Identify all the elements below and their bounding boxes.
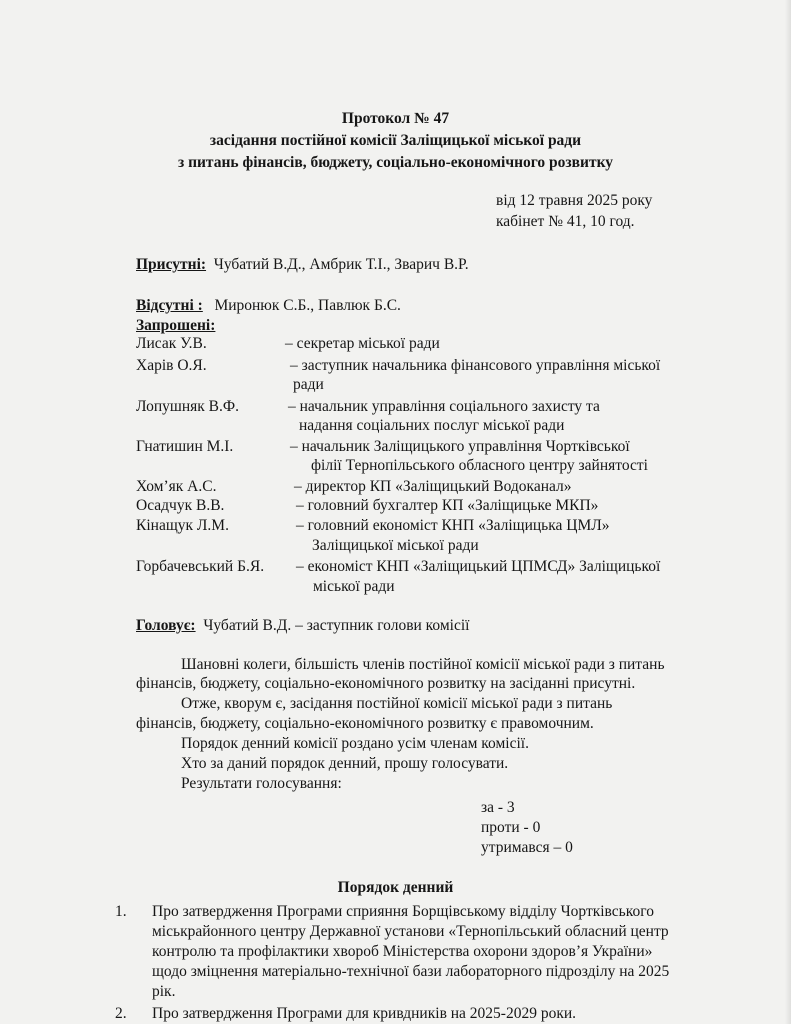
invited-role: – секретар міської ради [285, 335, 440, 352]
chair-text: Чубатий В.Д. – заступник голови комісії [203, 617, 470, 634]
invited-role: – головний економіст КНП «Заліщицька ЦМЛ» [296, 517, 610, 534]
invited-name: Осадчук В.В. [136, 497, 225, 514]
quorum-paragraph-1: Шановні колеги, більшість членів постійної комісії міської ради з питань [181, 656, 665, 673]
invited-name: Гнатишин М.І. [136, 438, 234, 455]
vote-abstained: утримався – 0 [481, 839, 573, 856]
protocol-subtitle-1: засідання постійної комісії Заліщицької міської ради [209, 132, 582, 149]
invited-role: – начальник управління соціального захисту та [288, 398, 600, 415]
invited-role: – директор КП «Заліщицький Водоканал» [294, 478, 572, 495]
agenda-item-line: Про затвердження Програми для кривдників на 2025-2029 роки. [152, 1005, 577, 1022]
agenda-distributed: Порядок денний комісії роздано усім членам комісії. [181, 735, 529, 752]
agenda-item-line: рік. [152, 983, 176, 1000]
protocol-subtitle-2: з питань фінансів, бюджету, соціально-економічного розвитку [177, 154, 614, 171]
absent-line [136, 296, 401, 315]
vote-results-label: Результати голосування: [181, 775, 342, 792]
invited-role: – економіст КНП «Заліщицький ЦПМСД» Заліщицької [296, 558, 661, 575]
vote-call: Хто за даний порядок денний, прошу голосувати. [181, 755, 509, 772]
invited-name: Харів О.Я. [136, 357, 207, 374]
invited-name: Горбачевський Б.Я. [136, 558, 265, 575]
agenda-title: Порядок денний [337, 879, 454, 896]
invited-role: – заступник начальника фінансового управління міської [290, 357, 661, 374]
vote-against: проти - 0 [481, 819, 541, 836]
present-names: Чубатий В.Д., Амбрик Т.І., Зварич В.Р. [213, 256, 469, 273]
protocol-title: Протокол № 47 [341, 110, 450, 127]
invited-role: – головний бухгалтер КП «Заліщицьке МКП» [296, 497, 599, 514]
agenda-item-number: 2. [115, 1005, 127, 1022]
absent-names: Миронюк С.Б., Павлюк Б.С. [214, 297, 401, 314]
invited-role: – начальник Заліщицького управління Чортківської [290, 438, 630, 455]
chair-label: Головує: [136, 617, 196, 634]
invited-name: Хом’як А.С. [136, 478, 217, 495]
invited-role-cont: філії Тернопільського обласного центру зайнятості [311, 457, 648, 474]
quorum-paragraph-1-cont: фінансів, бюджету, соціально-економічного розвитку на засіданні присутні. [136, 675, 636, 692]
present-label: Присутні: [136, 256, 207, 273]
invited-role-cont: міської ради [313, 578, 395, 595]
chair-line [136, 616, 469, 635]
agenda-item-number: 1. [115, 903, 127, 920]
invited-label: Запрошені: [136, 317, 216, 334]
absent-label: Відсутні : [136, 297, 203, 314]
agenda-item-line: щодо зміцнення матеріально-технічної бази лабораторного підрозділу на 2025 [152, 963, 670, 980]
invited-role-cont: надання соціальних послуг міської ради [299, 417, 565, 434]
vote-for: за - 3 [481, 799, 515, 816]
meeting-place: кабінет № 41, 10 год. [496, 213, 635, 230]
agenda-item-line: контролю та профілактики хвороб Міністерства охорони здоров’я України» [152, 943, 653, 960]
quorum-paragraph-2-cont: фінансів, бюджету, соціально-економічного розвитку є правомочним. [136, 715, 594, 732]
invited-role-cont: ради [293, 376, 324, 393]
invited-role-cont: Заліщицької міської ради [312, 537, 479, 554]
quorum-paragraph-2: Отже, кворум є, засідання постійної комісії міської ради з питань [181, 695, 613, 712]
invited-name: Лисак У.В. [136, 335, 207, 352]
scan-edge-shadow [785, 0, 791, 1024]
present-line [136, 255, 469, 274]
invited-name: Лопушняк В.Ф. [136, 398, 240, 415]
agenda-item-line: Про затвердження Програми сприяння Борщівському відділу Чортківського [152, 903, 654, 920]
agenda-item-line: міськрайонного центру Державної установи «Тернопільський обласний центр [152, 923, 669, 940]
invited-name: Кінащук Л.М. [136, 517, 229, 534]
meeting-date: від 12 травня 2025 року [496, 192, 653, 209]
